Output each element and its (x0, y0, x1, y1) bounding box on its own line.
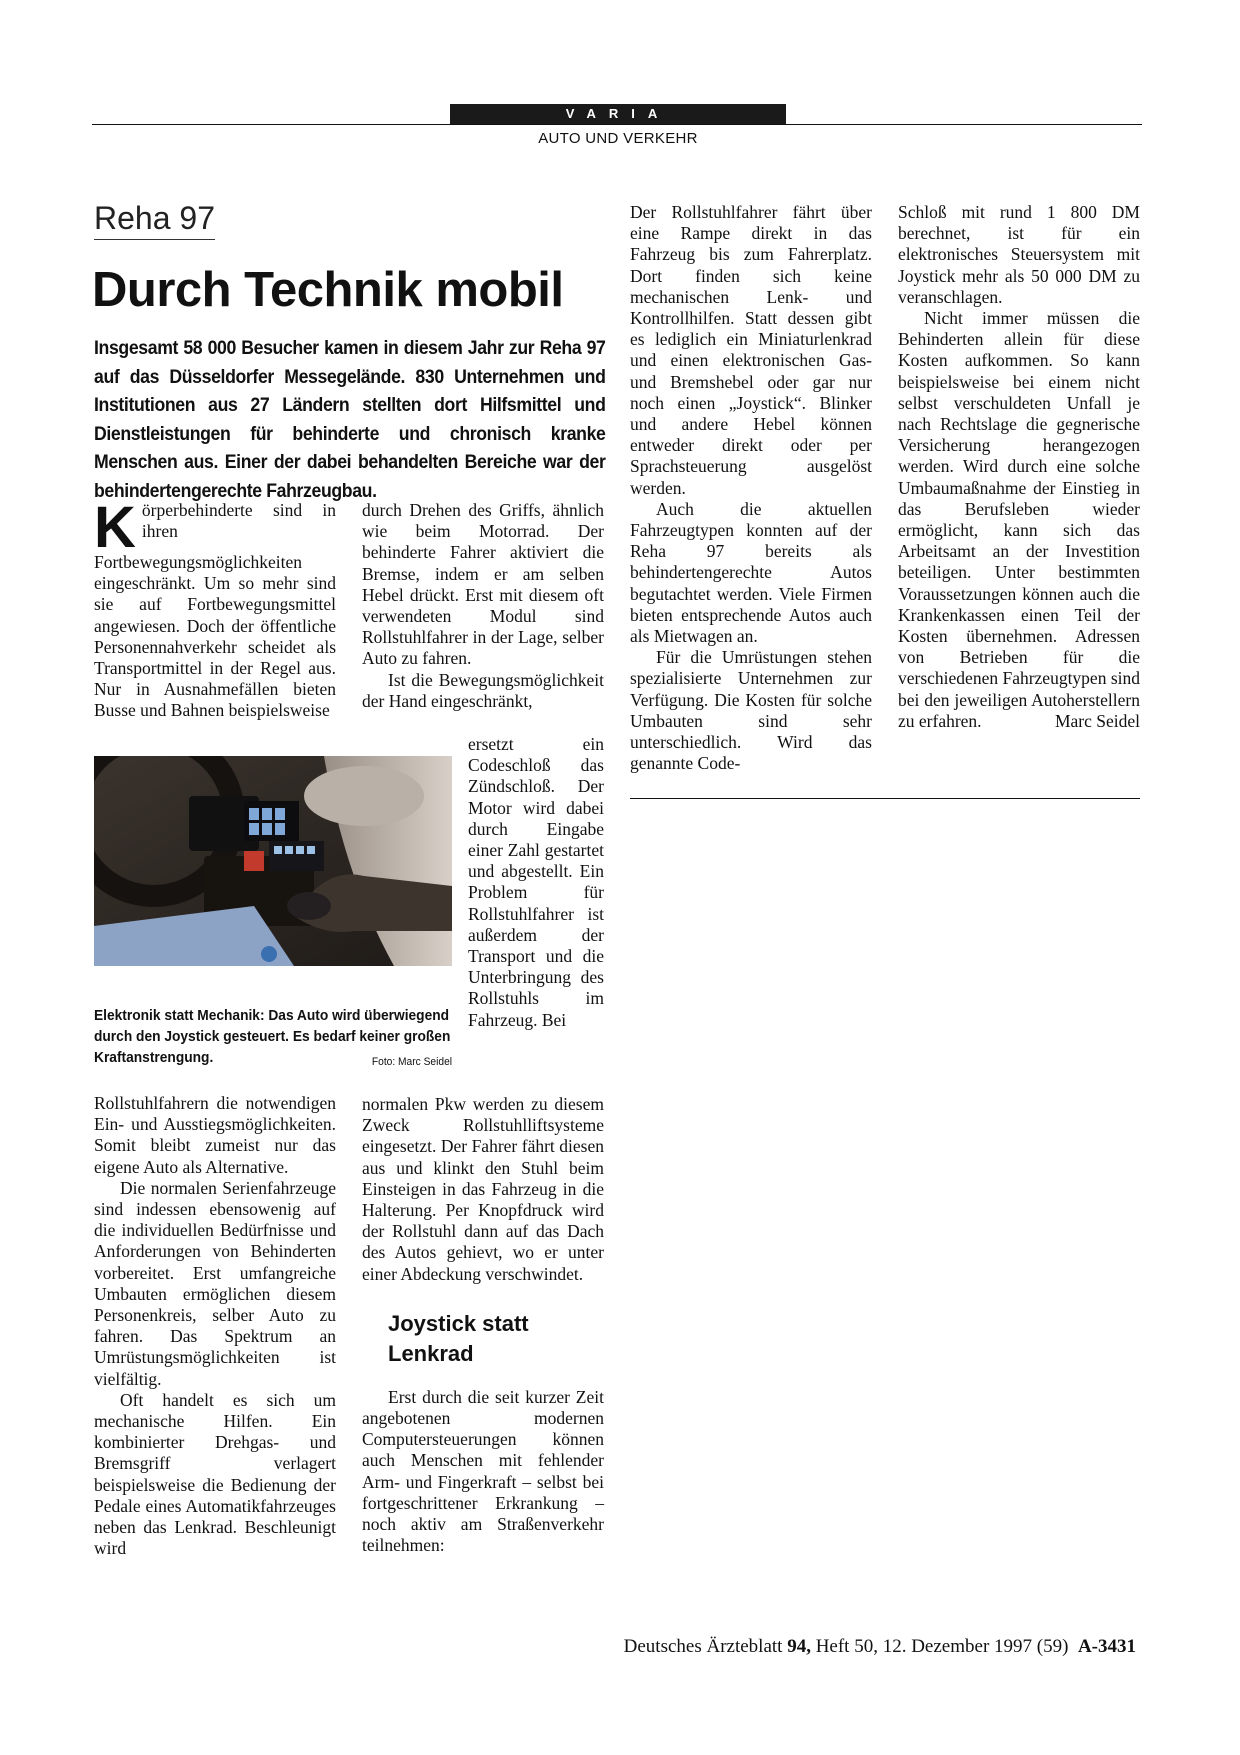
photo-joystick (94, 756, 452, 966)
kicker: Reha 97 (94, 200, 215, 240)
paragraph: Schloß mit rund 1 800 DM berechnet, ist für ein elektronisches Steuersystem mit Joystick mehr als 50 000 DM zu veranschlagen. (898, 202, 1140, 307)
subheading: Joystick statt Lenkrad (388, 1310, 529, 1366)
paragraph: Auch die aktuellen Fahrzeugtypen konnten auf der Reha 97 bereits als behindertengerechte Autos begutachtet werden. Viele Firmen bieten entsprechende Autos auch als Mietwagen an. (630, 498, 872, 647)
journal-name: Deutsches Ärzteblatt (623, 1636, 783, 1657)
paragraph: Für die Umrüstungen stehen spezialisierte Unternehmen zur Verfügung. Die Kosten für solche Umbauten sind sehr unterschiedlich. Wird das genannte Code- (630, 647, 872, 774)
paragraph: örperbehinderte sind in ihren Fortbewegungsmöglichkeiten eingeschränkt. Um so mehr sind sie auf Fortbewegungsmittel angewiesen. Doch der öffentliche Personennahverkehr scheidet als Transportmittel in der Regel aus. Nur in Ausnahmefällen bieten Busse und Bahnen beispielsweise (94, 500, 336, 721)
car-interior-image (94, 756, 452, 966)
paragraph: ersetzt ein Codeschloß das Zündschloß. Der Motor wird dabei durch Eingabe einer Zahl gestartet und abgestellt. Ein Problem für Rollstuhlfahrer ist außerdem der Transport und die Unterbringung des Rollstuhls im Fahrzeug. Bei (468, 734, 604, 1030)
article-end-rule (630, 798, 1140, 799)
drop-cap: K (94, 495, 136, 560)
paragraph (898, 308, 1140, 732)
paragraph: Oft handelt es sich um mechanische Hilfen. Ein kombinierter Drehgas- und Bremsgriff verlagert beispielsweise die Bedienung der Pedale eines Automatikfahrzeuges neben das Lenkrad. Beschleunigt wird (94, 1389, 336, 1559)
paragraph: Rollstuhlfahrern die notwendigen Ein- und Ausstiegsmöglichkeiten. Somit bleibt zumeist nur das eigene Auto als Alternative. (94, 1093, 336, 1177)
paragraph: Erst durch die seit kurzer Zeit angebotenen modernen Computersteuerungen können auch Menschen mit fehlender Arm- und Fingerkraft – selbst bei fortgeschrittener Erkrankung – noch aktiv am Straßenverkehr teilnehmen: (362, 1386, 604, 1556)
caption-text: Elektronik statt Mechanik: Das Auto wird überwiegend durch den Joystick gesteuert. Es bedarf keiner großen Kraftanstrengung. (94, 1008, 451, 1066)
paragraph: durch Drehen des Griffs, ähnlich wie beim Motorrad. Der behinderte Fahrer aktiviert die Bremse, indem er am selben Hebel drückt. Erst mit diesem oft verwendeten Modul sind Rollstuhlfahrer in der Lage, selber Auto zu fahren. (362, 500, 604, 669)
photo-caption (94, 1006, 452, 1073)
paragraph-text: Nicht immer müssen die Behinderten allein für diese Kosten aufkommen. So kann beispielsweise bei einem nicht selbst verschuldeten Unfall je nach Rechtslage die gegnerische Versicherung herangezogen werden. Wird durch eine solche Umbaumaßnahme der Einstieg in das Berufsleben wieder ermöglicht, kann sich das Arbeitsamt an der Investition beteiligen. Unter bestimmten Voraussetzungen können auch die Krankenkassen einen Teil der Kosten übernehmen. Adressen von Betrieben für die verschiedenen Fahrzeugtypen sind bei den jeweiligen Autoherstellern zu erfahren. (898, 308, 1141, 731)
column-2-narrow (468, 734, 604, 1031)
page-number: A-3431 (1077, 1636, 1136, 1657)
author: Marc Seidel (1054, 710, 1140, 731)
column-1-top (94, 495, 336, 722)
paragraph: Der Rollstuhlfahrer fährt über eine Rampe direkt in das Fahrzeug bis zum Fahrerplatz. Dort finden sich keine mechanischen Lenk- und Kontrollhilfen. Statt dessen gibt es lediglich ein Miniaturlenkrad und einen elektronischen Gas- und Bremshebel oder gar nur noch einen „Joystick“. Blinker und andere Hebel können entweder direkt oder per Sprachsteuerung ausgelöst werden. (630, 202, 872, 498)
lead-paragraph: Insgesamt 58 000 Besucher kamen in diesem Jahr zur Reha 97 auf das Düsseldorfer Messegelände. 830 Unternehmen und Institutionen aus 27 Ländern stellten dort Hilfsmittel und Dienstleistungen für behinderte und chronisch kranke Menschen aus. Einer der dabei behandelten Bereiche war der behindertengerechte Fahrzeugbau. (94, 338, 606, 502)
section-sublabel: AUTO UND VERKEHR (538, 130, 698, 147)
headline: Durch Technik mobil (92, 263, 564, 317)
photo-credit: Foto: Marc Seidel (371, 1056, 453, 1068)
section-label: VARIA (450, 104, 786, 124)
page-footer (624, 1636, 1136, 1658)
paragraph: normalen Pkw werden zu diesem Zweck Rollstuhlliftsysteme eingesetzt. Der Fahrer fährt diesen aus und klinkt den Stuhl beim Einsteigen in das Fahrzeug in die Halterung. Per Knopfdruck wird der Rollstuhl dann auf das Dach des Autos gehievt, wo er unter einer Abdeckung verschwindet. (362, 1094, 604, 1284)
top-rule (92, 124, 1142, 125)
paragraph: Ist die Bewegungsmöglichkeit der Hand eingeschränkt, (362, 669, 604, 711)
column-2-top (362, 500, 604, 712)
column-3 (630, 202, 872, 774)
column-4 (898, 202, 1140, 732)
column-2-bottom (362, 1094, 604, 1556)
volume: 94, (787, 1636, 811, 1657)
issue-info: Heft 50, 12. Dezember 1997 (59) (815, 1636, 1069, 1657)
paragraph: Die normalen Serienfahrzeuge sind indessen ebensowenig auf die individuellen Bedürfnisse und Anforderungen von Behinderten vorbereitet. Erst umfangreiche Umbauten ermöglichen diesem Personenkreis, selber Auto zu fahren. Das Spektrum an Umrüstungsmöglichkeiten ist vielfältig. (94, 1177, 336, 1389)
column-1-bottom (94, 1093, 336, 1559)
